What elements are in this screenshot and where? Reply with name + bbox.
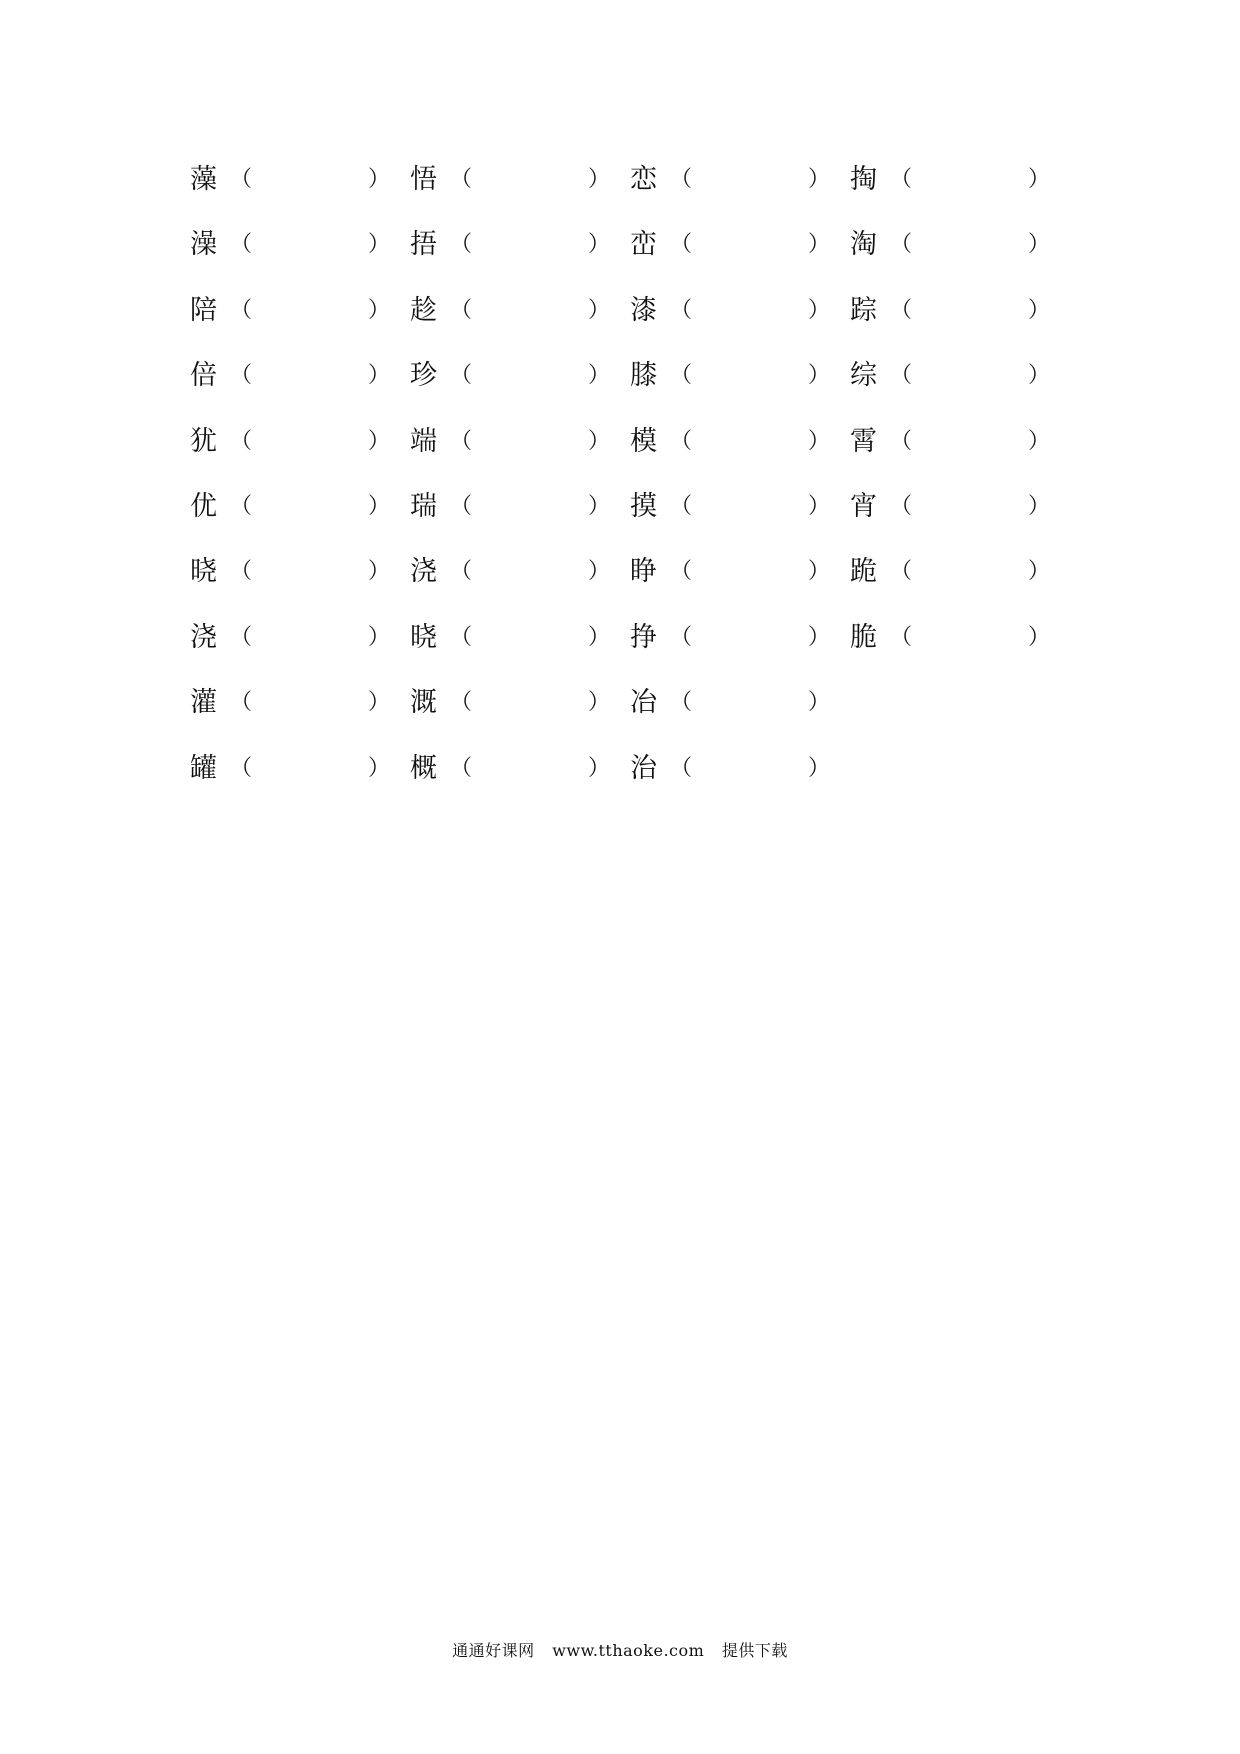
character-label: 模 — [630, 425, 657, 457]
close-paren: ） — [368, 167, 391, 192]
character-item — [190, 286, 402, 336]
close-paren: ） — [588, 755, 611, 781]
open-paren: （ — [670, 232, 693, 258]
open-paren: （ — [450, 428, 473, 454]
open-paren: （ — [890, 297, 913, 323]
character-item — [410, 417, 622, 467]
answer-blank[interactable] — [468, 161, 584, 199]
character-label: 晓 — [190, 556, 217, 588]
character-label: 珍 — [410, 360, 437, 392]
character-item — [630, 613, 842, 663]
answer-blank[interactable] — [248, 553, 364, 591]
open-paren: （ — [890, 167, 913, 192]
answer-blank[interactable] — [248, 161, 364, 199]
character-label: 掏 — [850, 164, 877, 195]
character-item — [190, 744, 402, 794]
answer-blank[interactable] — [248, 750, 364, 788]
close-paren: ） — [808, 232, 831, 258]
close-paren: ） — [588, 363, 611, 389]
answer-blank[interactable] — [688, 750, 804, 788]
close-paren: ） — [588, 690, 611, 716]
answer-blank[interactable] — [248, 423, 364, 461]
answer-blank[interactable] — [908, 357, 1024, 395]
close-paren: ） — [368, 363, 391, 389]
character-item — [850, 417, 1062, 467]
page-footer — [0, 1638, 1240, 1661]
character-label: 挣 — [630, 621, 657, 653]
character-label: 综 — [850, 360, 877, 392]
close-paren: ） — [588, 167, 611, 192]
character-label: 倍 — [190, 360, 217, 392]
answer-blank[interactable] — [468, 553, 584, 591]
open-paren: （ — [230, 363, 253, 389]
character-item — [410, 482, 622, 532]
character-label: 捂 — [410, 229, 437, 261]
character-item — [190, 547, 402, 597]
character-label: 恋 — [630, 164, 657, 195]
close-paren: ） — [808, 755, 831, 781]
character-label: 澡 — [190, 229, 217, 261]
character-label: 悟 — [410, 164, 437, 195]
close-paren: ） — [588, 559, 611, 585]
close-paren: ） — [588, 232, 611, 258]
open-paren: （ — [450, 363, 473, 389]
close-paren: ） — [808, 624, 831, 650]
character-label: 治 — [630, 752, 657, 784]
open-paren: （ — [670, 493, 693, 519]
character-label: 踪 — [850, 294, 877, 326]
answer-blank[interactable] — [688, 423, 804, 461]
character-item — [190, 678, 402, 728]
character-item — [630, 220, 842, 270]
open-paren: （ — [450, 624, 473, 650]
answer-blank[interactable] — [688, 226, 804, 264]
answer-blank[interactable] — [468, 423, 584, 461]
close-paren: ） — [588, 297, 611, 323]
answer-blank[interactable] — [248, 357, 364, 395]
close-paren: ） — [1028, 167, 1051, 192]
character-label: 脆 — [850, 621, 877, 653]
open-paren: （ — [230, 232, 253, 258]
character-label: 溉 — [410, 687, 437, 719]
close-paren: ） — [1028, 428, 1051, 454]
answer-blank[interactable] — [688, 619, 804, 657]
open-paren: （ — [230, 559, 253, 585]
character-item — [190, 613, 402, 663]
answer-blank[interactable] — [468, 619, 584, 657]
character-label: 陪 — [190, 294, 217, 326]
answer-blank[interactable] — [688, 488, 804, 526]
close-paren: ） — [368, 297, 391, 323]
open-paren: （ — [450, 232, 473, 258]
character-item — [850, 286, 1062, 336]
character-item — [630, 482, 842, 532]
character-label: 优 — [190, 490, 217, 522]
answer-blank[interactable] — [248, 619, 364, 657]
close-paren: ） — [808, 167, 831, 192]
close-paren: ） — [1028, 297, 1051, 323]
character-label: 罐 — [190, 752, 217, 784]
close-paren: ） — [588, 428, 611, 454]
close-paren: ） — [808, 493, 831, 519]
footer-site-name: 通通好课网 — [452, 1641, 535, 1660]
character-item — [850, 482, 1062, 532]
character-item — [630, 351, 842, 401]
character-label: 藻 — [190, 164, 217, 195]
answer-blank[interactable] — [908, 161, 1024, 199]
character-label: 膝 — [630, 360, 657, 392]
open-paren: （ — [670, 559, 693, 585]
character-label: 宵 — [850, 490, 877, 522]
open-paren: （ — [890, 363, 913, 389]
character-item — [630, 678, 842, 728]
open-paren: （ — [230, 690, 253, 716]
open-paren: （ — [450, 755, 473, 781]
open-paren: （ — [450, 493, 473, 519]
character-item — [850, 613, 1062, 663]
open-paren: （ — [890, 232, 913, 258]
open-paren: （ — [670, 363, 693, 389]
answer-blank[interactable] — [908, 553, 1024, 591]
close-paren: ） — [368, 428, 391, 454]
character-label: 端 — [410, 425, 437, 457]
character-item — [410, 351, 622, 401]
character-label: 浇 — [410, 556, 437, 588]
close-paren: ） — [368, 559, 391, 585]
open-paren: （ — [450, 297, 473, 323]
answer-blank[interactable] — [908, 488, 1024, 526]
character-item — [410, 220, 622, 270]
character-label: 犹 — [190, 425, 217, 457]
answer-blank[interactable] — [248, 226, 364, 264]
character-label: 冶 — [630, 687, 657, 719]
answer-blank[interactable] — [908, 619, 1024, 657]
answer-blank[interactable] — [468, 488, 584, 526]
character-item — [630, 547, 842, 597]
character-label: 灌 — [190, 687, 217, 719]
answer-blank[interactable] — [688, 357, 804, 395]
open-paren: （ — [230, 755, 253, 781]
open-paren: （ — [670, 428, 693, 454]
open-paren: （ — [230, 167, 253, 192]
open-paren: （ — [890, 559, 913, 585]
answer-blank[interactable] — [248, 292, 364, 330]
close-paren: ） — [808, 428, 831, 454]
open-paren: （ — [670, 690, 693, 716]
character-label: 浇 — [190, 621, 217, 653]
character-item — [410, 286, 622, 336]
open-paren: （ — [450, 167, 473, 192]
footer-suffix: 提供下载 — [721, 1641, 788, 1660]
answer-blank[interactable] — [908, 423, 1024, 461]
character-item — [410, 744, 622, 794]
close-paren: ） — [1028, 493, 1051, 519]
open-paren: （ — [230, 493, 253, 519]
character-label: 摸 — [630, 490, 657, 522]
character-item — [850, 220, 1062, 270]
character-item — [630, 744, 842, 794]
close-paren: ） — [368, 493, 391, 519]
open-paren: （ — [670, 624, 693, 650]
character-label: 睁 — [630, 556, 657, 588]
open-paren: （ — [450, 559, 473, 585]
open-paren: （ — [890, 493, 913, 519]
character-label: 漆 — [630, 294, 657, 326]
character-item — [190, 417, 402, 467]
character-item — [630, 286, 842, 336]
open-paren: （ — [450, 690, 473, 716]
character-item — [850, 547, 1062, 597]
character-label: 晓 — [410, 621, 437, 653]
answer-blank[interactable] — [908, 226, 1024, 264]
close-paren: ） — [808, 690, 831, 716]
answer-blank[interactable] — [248, 488, 364, 526]
character-item — [190, 155, 402, 205]
close-paren: ） — [368, 624, 391, 650]
character-label: 峦 — [630, 229, 657, 261]
close-paren: ） — [1028, 559, 1051, 585]
answer-blank[interactable] — [468, 357, 584, 395]
close-paren: ） — [1028, 232, 1051, 258]
answer-blank[interactable] — [468, 292, 584, 330]
answer-blank[interactable] — [468, 684, 584, 722]
close-paren: ） — [368, 755, 391, 781]
close-paren: ） — [588, 624, 611, 650]
answer-blank[interactable] — [688, 553, 804, 591]
character-label: 淘 — [850, 229, 877, 261]
character-item — [850, 155, 1062, 205]
close-paren: ） — [1028, 363, 1051, 389]
answer-blank[interactable] — [468, 750, 584, 788]
close-paren: ） — [368, 232, 391, 258]
answer-blank[interactable] — [248, 684, 364, 722]
close-paren: ） — [368, 690, 391, 716]
open-paren: （ — [890, 624, 913, 650]
character-label: 趁 — [410, 294, 437, 326]
open-paren: （ — [230, 297, 253, 323]
character-item — [630, 417, 842, 467]
character-label: 跪 — [850, 556, 877, 588]
close-paren: ） — [808, 297, 831, 323]
character-label: 霄 — [850, 425, 877, 457]
open-paren: （ — [670, 755, 693, 781]
answer-blank[interactable] — [688, 684, 804, 722]
character-label: 瑞 — [410, 490, 437, 522]
character-item — [190, 351, 402, 401]
open-paren: （ — [670, 167, 693, 192]
open-paren: （ — [230, 428, 253, 454]
close-paren: ） — [808, 363, 831, 389]
answer-blank[interactable] — [688, 292, 804, 330]
close-paren: ） — [1028, 624, 1051, 650]
answer-blank[interactable] — [908, 292, 1024, 330]
character-item — [630, 155, 842, 205]
character-item — [850, 351, 1062, 401]
open-paren: （ — [670, 297, 693, 323]
character-item — [410, 547, 622, 597]
character-item — [190, 220, 402, 270]
character-item — [410, 155, 622, 205]
footer-url: www.tthaoke.com — [552, 1641, 705, 1660]
open-paren: （ — [890, 428, 913, 454]
answer-blank[interactable] — [468, 226, 584, 264]
open-paren: （ — [230, 624, 253, 650]
character-item — [410, 613, 622, 663]
answer-blank[interactable] — [688, 161, 804, 199]
character-item — [190, 482, 402, 532]
close-paren: ） — [808, 559, 831, 585]
character-item — [410, 678, 622, 728]
character-label: 概 — [410, 752, 437, 784]
close-paren: ） — [588, 493, 611, 519]
